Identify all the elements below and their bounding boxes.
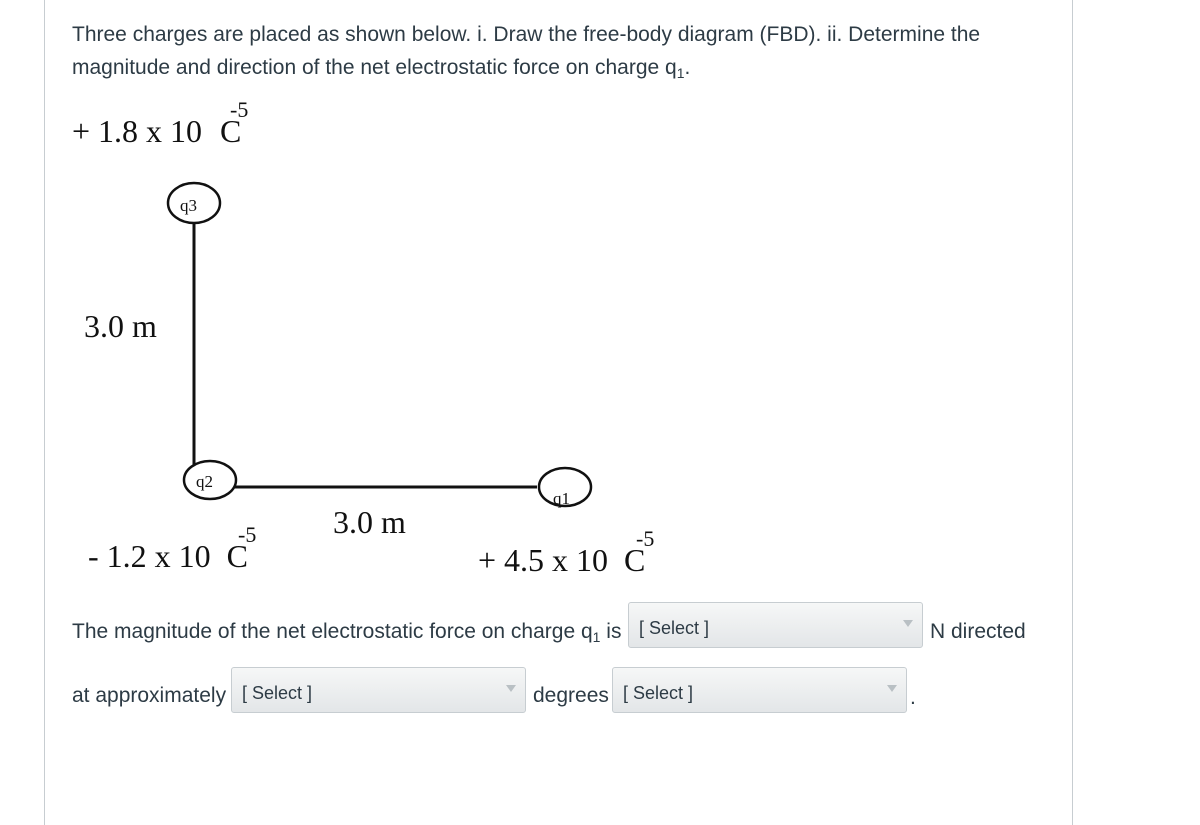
answer-line1-is: is — [606, 620, 622, 643]
answer-line-1 — [72, 620, 621, 644]
chevron-down-icon — [886, 682, 898, 694]
q3-unit: C — [220, 113, 242, 149]
content-border-right — [1072, 0, 1073, 825]
magnitude-select-value: [ Select ] — [639, 618, 710, 638]
answer-line1-suffix: N directed — [930, 620, 1026, 643]
answer-line2-degrees: degrees — [533, 684, 609, 707]
direction-select-value: [ Select ] — [623, 683, 694, 703]
magnitude-select[interactable] — [628, 602, 923, 648]
q2-charge-value — [88, 522, 257, 575]
q3-magnitude: + 1.8 x 10 — [72, 113, 203, 149]
content-border-left — [44, 0, 45, 825]
q2-unit: C — [226, 538, 248, 574]
answer-line2-period: . — [910, 686, 916, 709]
charge-diagram — [60, 95, 700, 585]
direction-select[interactable] — [612, 667, 907, 713]
angle-select-value: [ Select ] — [242, 683, 313, 703]
chevron-down-icon — [902, 617, 914, 629]
q1-magnitude: + 4.5 x 10 — [478, 542, 609, 578]
q1-unit: C — [624, 542, 646, 578]
answer-line1-text: The magnitude of the net electrostatic force on charge q — [72, 620, 593, 643]
q3-exponent: -5 — [230, 97, 249, 122]
angle-select[interactable] — [231, 667, 526, 713]
question-body: Three charges are placed as shown below. i. Draw the free-body diagram (FBD). ii. Determine the magnitude and direction of the net electrostatic force on charge q — [72, 23, 981, 79]
horizontal-distance-label: 3.0 m — [333, 504, 406, 540]
question-text — [72, 18, 1052, 84]
q1-exponent: -5 — [636, 526, 655, 551]
q2-label: q2 — [196, 472, 213, 491]
question-period: . — [684, 56, 691, 79]
q2-magnitude: - 1.2 x 10 — [88, 538, 211, 574]
q2-exponent: -5 — [238, 522, 257, 547]
question-subscript: 1 — [676, 65, 685, 81]
q3-charge-value — [72, 97, 249, 150]
answer-line1-subscript: 1 — [592, 629, 601, 645]
q1-charge-value — [478, 526, 655, 579]
q3-label: q3 — [180, 196, 197, 215]
q1-label: q1 — [553, 489, 570, 508]
chevron-down-icon — [505, 682, 517, 694]
answer-line2-prefix: at approximately — [72, 684, 227, 707]
vertical-distance-label: 3.0 m — [84, 308, 157, 344]
